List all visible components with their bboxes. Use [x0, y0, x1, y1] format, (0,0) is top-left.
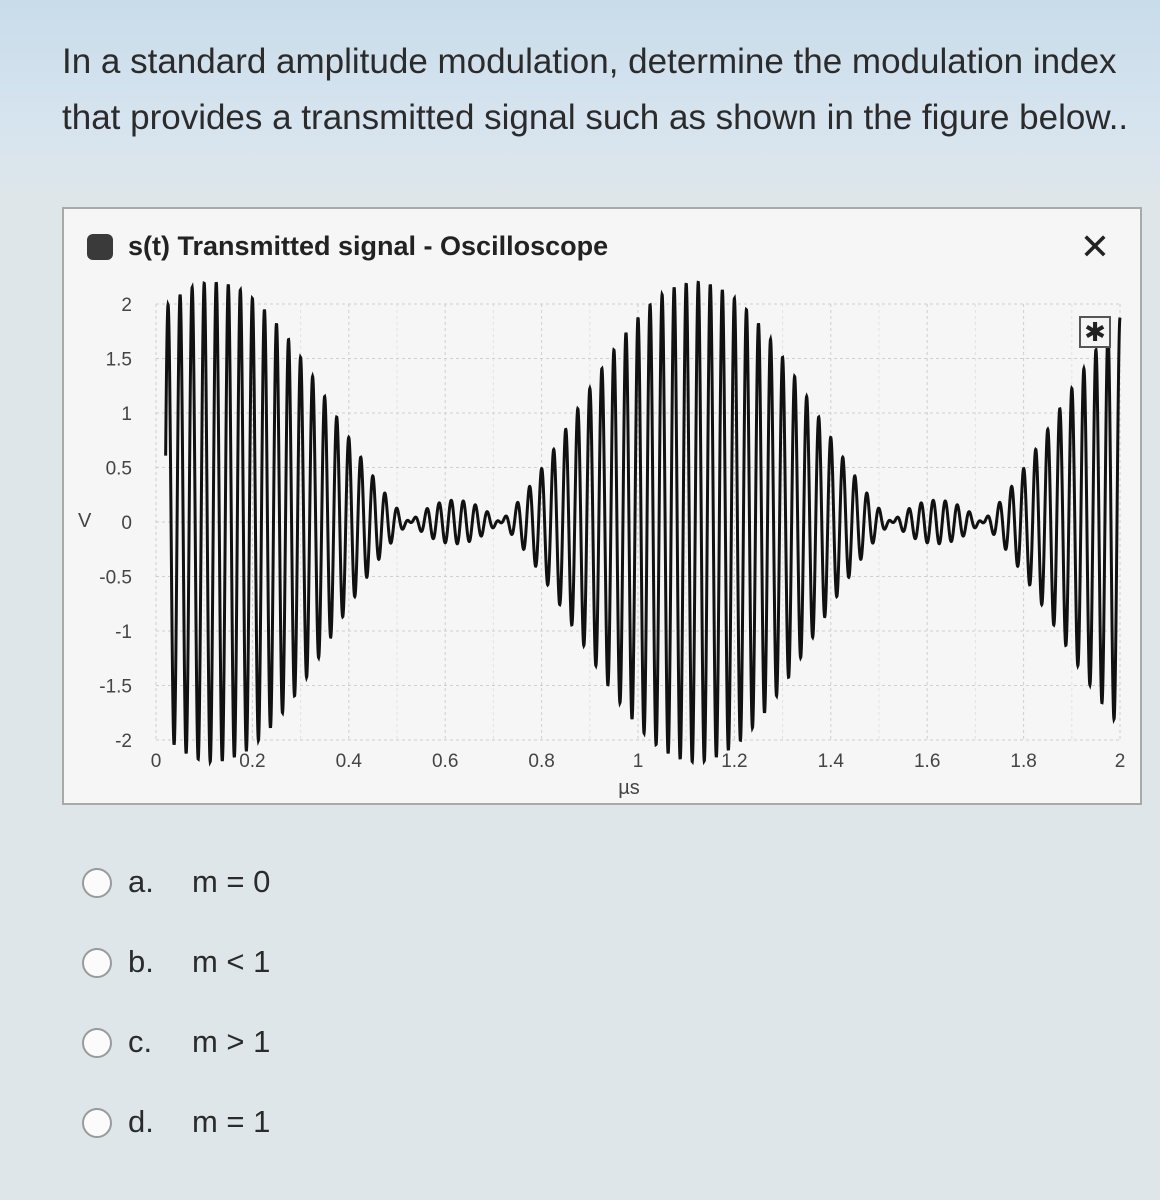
x-tick-label: 0.8 [528, 751, 555, 772]
x-tick-label: 1.4 [817, 751, 845, 772]
y-tick-label: -1 [115, 622, 132, 643]
radio-button[interactable] [82, 948, 112, 978]
x-tick-label: 1.8 [1010, 751, 1037, 772]
x-tick-label: 1.6 [913, 751, 941, 772]
question-text: In a standard amplitude modulation, determine the modulation index that provides a transmitted signal such as shown in the figure below.. [62, 42, 1129, 137]
x-tick-label: 0.4 [335, 751, 363, 772]
close-icon[interactable]: ✕ [1079, 226, 1110, 267]
option-text: m > 1 [192, 1024, 271, 1059]
y-tick-label: 1.5 [105, 349, 132, 371]
y-tick-label: 0 [121, 513, 132, 534]
oscilloscope-plot [64, 209, 1140, 803]
y-tick-label: -0.5 [99, 567, 132, 589]
x-tick-labels [151, 751, 1126, 772]
radio-button[interactable] [82, 1108, 112, 1138]
y-tick-label: 0.5 [105, 458, 132, 480]
option-text: m = 1 [192, 1104, 271, 1139]
x-tick-label: 1.2 [721, 751, 748, 772]
scope-title: s(t) Transmitted signal - Oscilloscope [128, 231, 609, 261]
option-letter: d. [128, 1104, 154, 1139]
option-letter: c. [128, 1024, 153, 1059]
x-tick-label: 1 [632, 751, 644, 772]
oscilloscope-window [62, 207, 1142, 805]
option-text: m = 0 [192, 864, 271, 899]
y-tick-label: 2 [121, 295, 132, 316]
option-a[interactable] [82, 860, 482, 910]
x-axis-label: µs [618, 777, 640, 799]
radio-button[interactable] [82, 1028, 112, 1058]
x-tick-label: 0.2 [239, 751, 266, 772]
option-b[interactable] [82, 940, 482, 990]
option-d[interactable] [82, 1100, 482, 1150]
radio-button[interactable] [82, 868, 112, 898]
option-letter: a. [128, 864, 154, 899]
y-tick-labels [99, 295, 132, 752]
y-axis-label: V [78, 510, 92, 532]
svg-text:✱: ✱ [1084, 318, 1106, 348]
option-text: m < 1 [192, 944, 271, 979]
y-tick-label: 1 [121, 404, 132, 425]
y-tick-label: -1.5 [99, 676, 132, 698]
question-band [0, 0, 1160, 205]
x-tick-label: 2 [1114, 751, 1126, 772]
asterisk-icon[interactable] [1080, 317, 1110, 348]
x-tick-label: 0 [150, 751, 162, 772]
option-c[interactable] [82, 1020, 482, 1070]
y-tick-label: -2 [115, 731, 132, 752]
x-tick-label: 0.6 [431, 751, 459, 772]
option-letter: b. [128, 944, 154, 979]
